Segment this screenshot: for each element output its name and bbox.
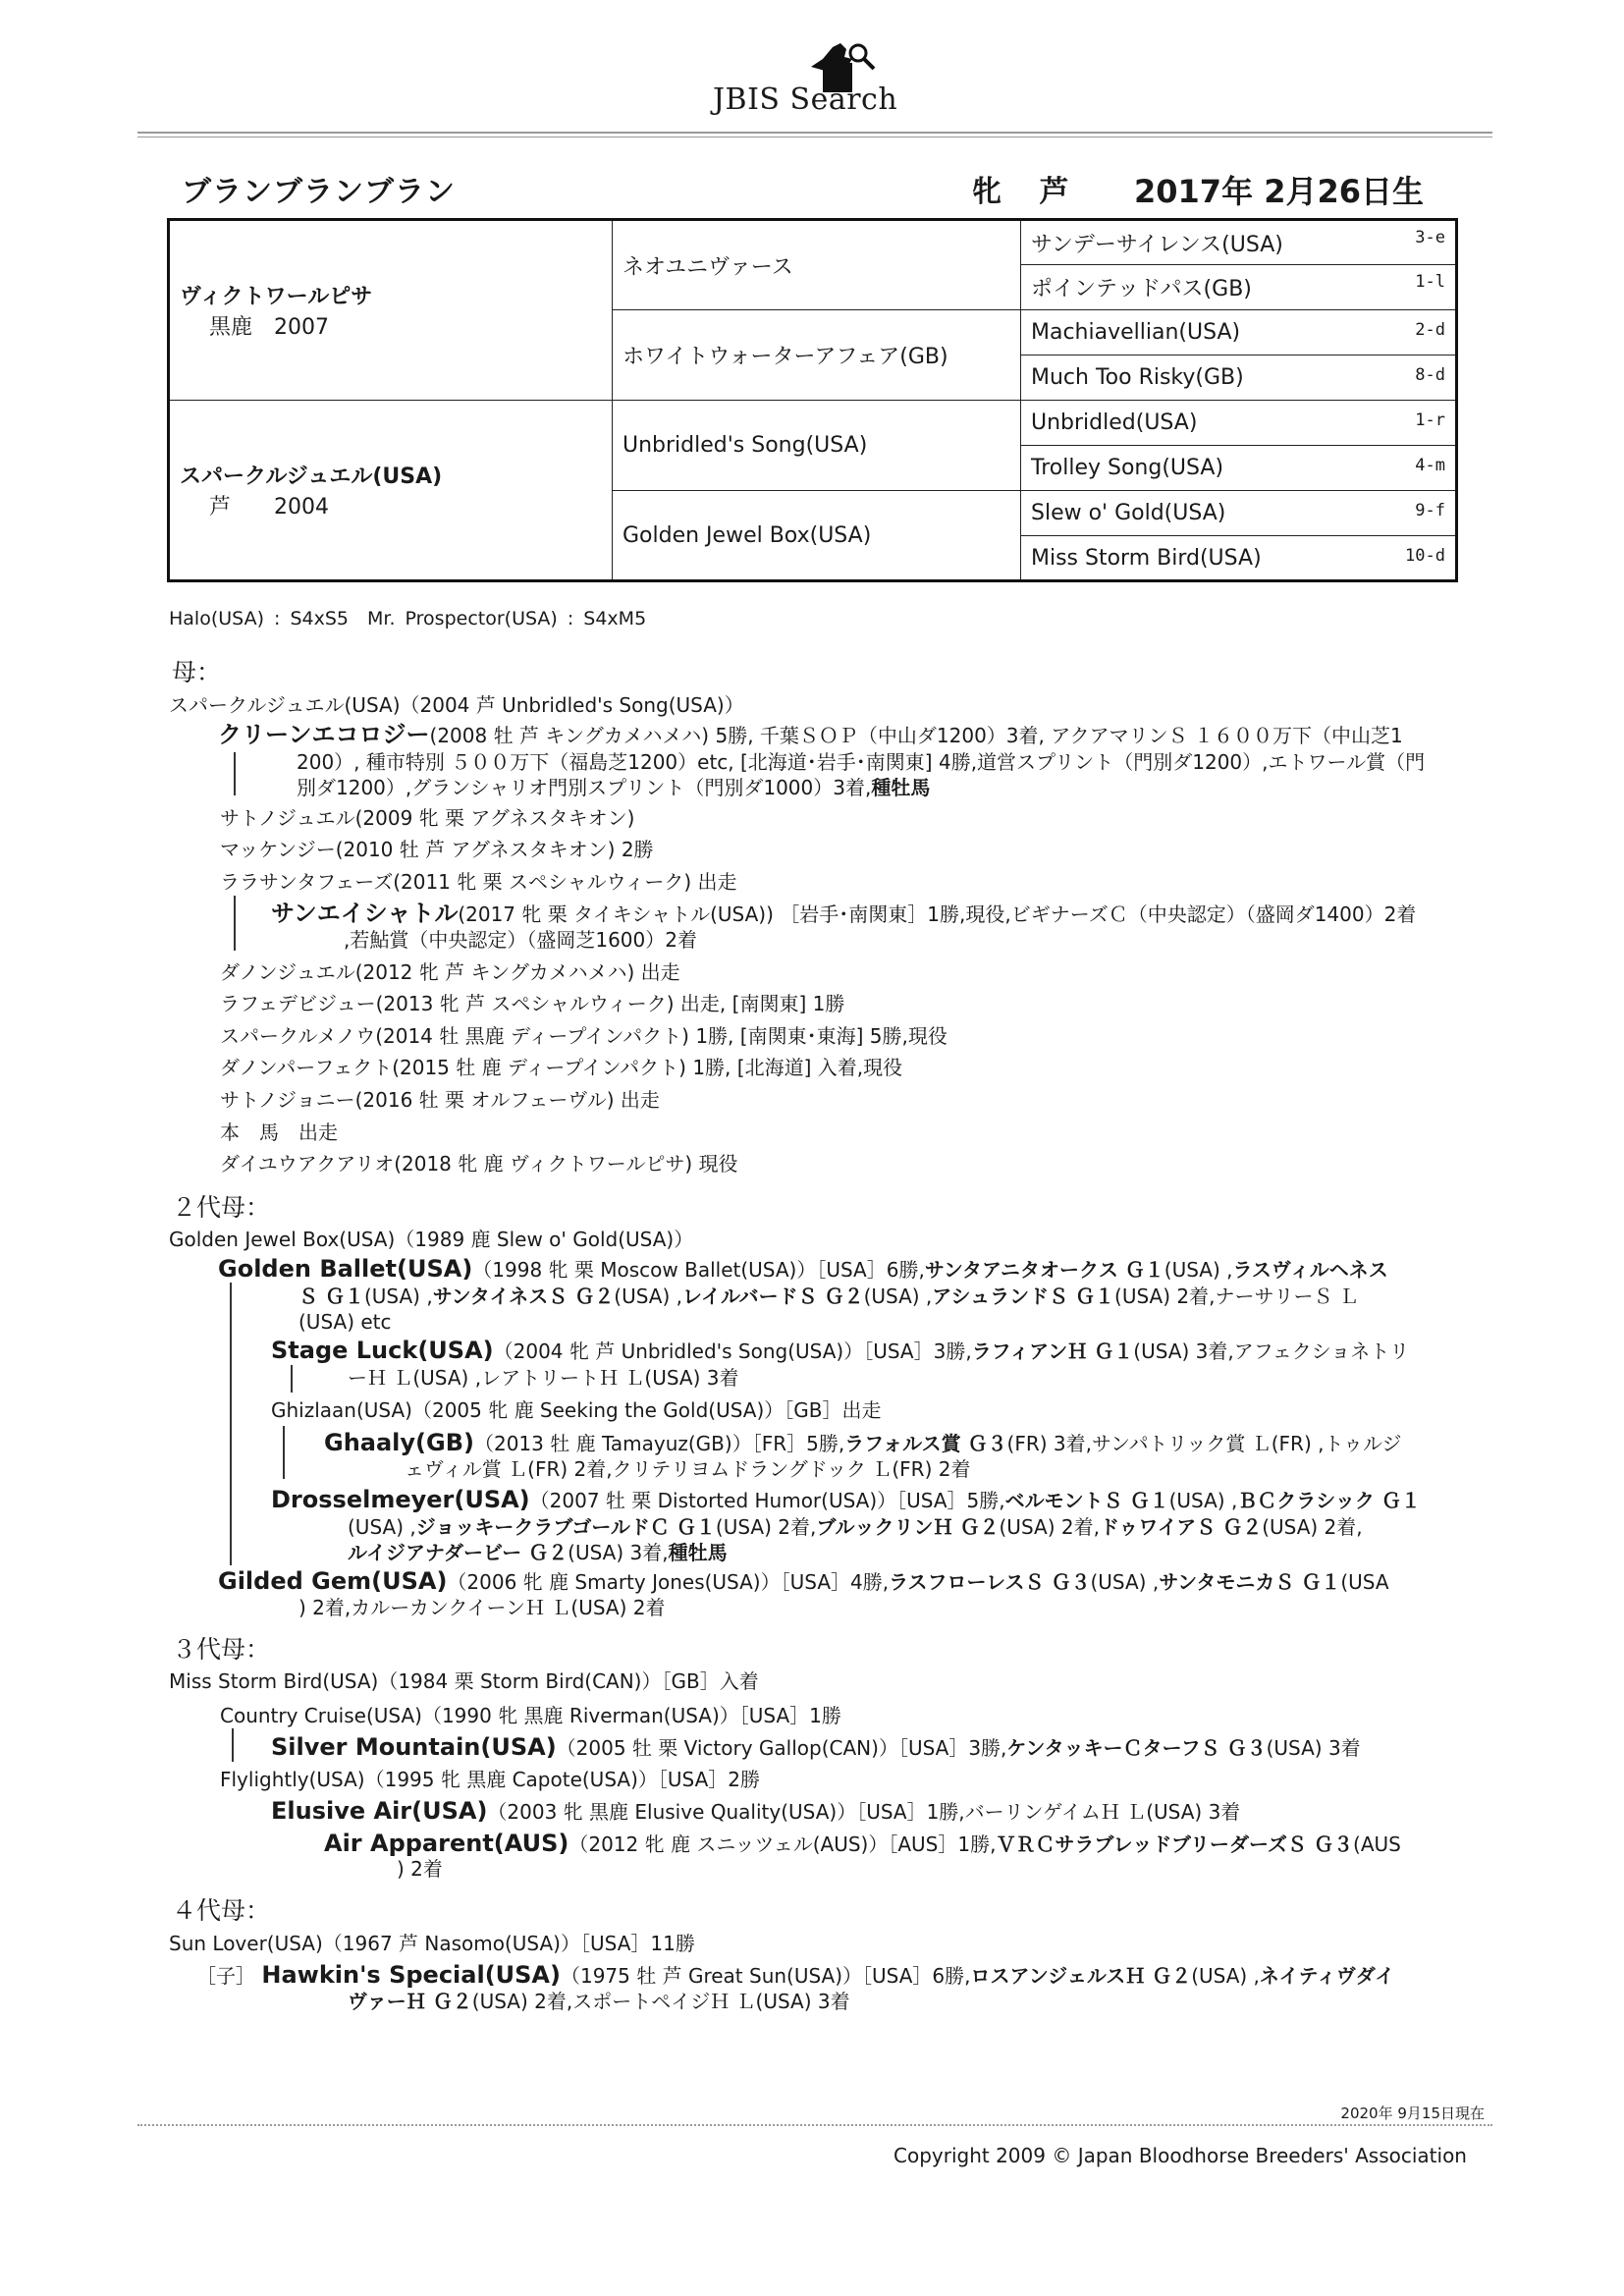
as-of-date: 2020年 9月15日現在 — [1340, 2105, 1485, 2122]
family-entry: ルイジアナダービー Ｇ２(USA) 3着,種牡馬 — [348, 1541, 728, 1564]
sire-info: 黒鹿 2007 — [209, 315, 329, 340]
dam-cell[interactable] — [169, 401, 613, 581]
inbreeding-note: Halo(USA) : S4xS5 Mr. Prospector(USA) : S4xM5 — [169, 608, 647, 629]
family-bracket — [230, 1283, 232, 1565]
family-entry: スパークルメノウ(2014 牡 黒鹿 ディープインパクト) 1勝, [南関東･東海] 5勝,現役 — [220, 1024, 947, 1048]
section-title-2nd-dam: ２代母： — [172, 1193, 271, 1222]
family-entry: Elusive Air(USA)（2003 牝 黒鹿 Elusive Quality(USA)）［USA］1勝,バーリンゲイムＨ Ｌ(USA) 3着 — [271, 1797, 1241, 1825]
family-code: 10-d — [1405, 545, 1445, 566]
jbis-search-logo[interactable] — [707, 37, 962, 128]
family-entry: Drosselmeyer(USA)（2007 牡 栗 Distorted Humor(USA)）［USA］5勝,ベルモントＳ Ｇ１(USA) ,ＢＣクラシック Ｇ１ — [271, 1486, 1421, 1513]
family-entry: Ｓ Ｇ１(USA) ,サンタイネスＳ Ｇ２(USA) ,レイルバードＳ Ｇ２(USA) ,アシュランドＳ Ｇ１(USA) 2着,ナーサリーＳ Ｌ — [298, 1285, 1359, 1308]
family-bracket — [234, 752, 236, 795]
family-entry: Golden Ballet(USA)（1998 牝 栗 Moscow Ballet(USA)）［USA］6勝,サンタアニタオークス Ｇ１(USA) ,ラスヴィルヘネス — [218, 1255, 1388, 1283]
g2-cell[interactable]: Golden Jewel Box(USA) — [613, 491, 1021, 581]
family-entry: Stage Luck(USA)（2004 牝 芦 Unbridled's Song(USA)）［USA］3勝,ラフィアンＨ Ｇ１(USA) 3着,アフェクショネトリ — [271, 1337, 1410, 1364]
horse-name: ブランブランブラン — [182, 175, 456, 209]
family-entry: ヴァーＨ Ｇ２(USA) 2着,スポートペイジＨ Ｌ(USA) 3着 — [348, 1990, 850, 2013]
family-code: 2-d — [1415, 320, 1445, 340]
g4-dam-line: Sun Lover(USA)（1967 芦 Nasomo(USA)）［USA］11勝 — [169, 1932, 695, 1955]
section-title-dam: 母： — [172, 658, 222, 686]
family-entry: 本 馬 出走 — [220, 1121, 338, 1144]
section-title-3rd-dam: ３代母： — [172, 1635, 271, 1664]
family-code: 9-f — [1415, 501, 1445, 520]
section-title-4th-dam: ４代母： — [172, 1896, 271, 1925]
family-entry: ーＨ Ｌ(USA) ,レアトリートＨ Ｌ(USA) 3着 — [348, 1366, 739, 1390]
family-entry: ) 2着 — [397, 1857, 443, 1881]
family-entry: Air Apparent(AUS)（2012 牝 鹿 スニッツェル(AUS)）［AUS］1勝,ＶＲＣサラブレッドブリーダーズＳ Ｇ３(AUS — [324, 1830, 1401, 1857]
dam-name: スパークルジュエル(USA) — [180, 465, 443, 489]
g3-dam-line: Miss Storm Bird(USA)（1984 栗 Storm Bird(CAN)）［GB］入着 — [169, 1669, 759, 1693]
family-entry: ［子］ Hawkin's Special(USA)（1975 牡 芦 Great Sun(USA)）［USA］6勝,ロスアンジェルスＨ Ｇ２(USA) ,ネイティヴダイ — [196, 1961, 1395, 1989]
family-entry: ,若鮎賞（中央認定）（盛岡芝1600）2着 — [344, 928, 697, 952]
g3-cell[interactable]: Slew o' Gold(USA) 9-f — [1021, 491, 1457, 536]
family-entry: ダノンジュエル(2012 牝 芦 キングカメハメハ) 出走 — [220, 960, 680, 984]
family-entry: ララサンタフェーズ(2011 牝 栗 スペシャルウィーク) 出走 — [220, 870, 737, 894]
family-code: 1-r — [1415, 410, 1445, 430]
g2-cell[interactable]: ネオユニヴァース — [613, 220, 1021, 310]
family-code: 8-d — [1415, 365, 1445, 385]
header-rule — [137, 132, 1492, 134]
family-bracket — [232, 1728, 234, 1762]
family-entry: ェヴィル賞 Ｌ(FR) 2着,クリテリヨムドラングドック Ｌ(FR) 2着 — [405, 1457, 971, 1481]
family-entry: (USA) etc — [298, 1310, 392, 1334]
family-entry: Ghizlaan(USA)（2005 牝 鹿 Seeking the Gold(USA)）［GB］出走 — [271, 1398, 882, 1422]
family-entry: (USA) ,ジョッキークラブゴールドＣ Ｇ１(USA) 2着,ブルックリンＨ Ｇ２(USA) 2着,ドゥワイアＳ Ｇ２(USA) 2着, — [348, 1515, 1363, 1539]
g3-cell[interactable]: Much Too Risky(GB) 8-d — [1021, 355, 1457, 401]
pedigree-table — [167, 218, 1458, 582]
family-entry: サトノジョニー(2016 牡 栗 オルフェーヴル) 出走 — [220, 1088, 660, 1112]
family-bracket — [283, 1426, 285, 1479]
g3-cell[interactable]: Miss Storm Bird(USA) 10-d — [1021, 536, 1457, 581]
family-entry: Silver Mountain(USA)（2005 牡 栗 Victory Gallop(CAN)）［USA］3勝,ケンタッキーＣターフＳ Ｇ３(USA) 3着 — [271, 1733, 1361, 1761]
g3-cell[interactable]: Trolley Song(USA) 4-m — [1021, 446, 1457, 491]
family-entry: ラフェデビジュー(2013 牝 芦 スペシャルウィーク) 出走, [南関東] 1勝 — [220, 992, 845, 1015]
g2-cell[interactable]: ホワイトウォーターアフェア(GB) — [613, 310, 1021, 401]
family-entry: Gilded Gem(USA)（2006 牝 鹿 Smarty Jones(USA)）［USA］4勝,ラスフローレスＳ Ｇ３(USA) ,サンタモニカＳ Ｇ１(USA — [218, 1567, 1389, 1595]
logo-text: JBIS Search — [713, 82, 898, 117]
family-entry: マッケンジー(2010 牡 芦 アグネスタキオン) 2勝 — [220, 838, 654, 861]
footer-rule — [137, 2124, 1492, 2126]
family-entry: クリーンエコロジー(2008 牡 芦 キングカメハメハ) 5勝, 千葉ＳＯＰ（中山ダ1200）3着, アクアマリンＳ １６００万下（中山芝1 — [218, 721, 1403, 748]
family-entry: サトノジュエル(2009 牝 栗 アグネスタキオン) — [220, 806, 635, 830]
family-entry: ダイユウアクアリオ(2018 牝 鹿 ヴィクトワールピサ) 現役 — [220, 1152, 738, 1175]
horse-sex-color: 牝 芦 — [972, 175, 1069, 209]
dam-line: スパークルジュエル(USA)（2004 芦 Unbridled's Song(USA)） — [169, 693, 744, 717]
family-bracket — [234, 896, 236, 951]
g3-cell[interactable]: サンデーサイレンス(USA) 3-e — [1021, 220, 1457, 265]
family-entry: Flylightly(USA)（1995 牝 黒鹿 Capote(USA)）［USA］2勝 — [220, 1768, 760, 1791]
family-code: 4-m — [1415, 456, 1445, 475]
family-entry: 別ダ1200）,グランシャリオ門別スプリント（門別ダ1000）3着,種牡馬 — [297, 776, 931, 799]
dam-info: 芦 2004 — [209, 495, 329, 519]
horse-birth-date: 2017年 2月26日生 — [1134, 173, 1425, 210]
sire-name: ヴィクトワールピサ — [180, 285, 373, 309]
family-entry: ダノンパーフェクト(2015 牡 鹿 ディープインパクト) 1勝, [北海道] 入着,現役 — [220, 1056, 903, 1079]
g3-cell[interactable]: Unbridled(USA) 1-r — [1021, 401, 1457, 446]
family-code: 1-l — [1415, 272, 1445, 292]
g2-dam-line: Golden Jewel Box(USA)（1989 鹿 Slew o' Gold(USA)） — [169, 1228, 694, 1251]
family-entry: サンエイシャトル(2017 牝 栗 タイキシャトル(USA)) ［岩手･南関東］1勝,現役,ビギナーズＣ（中央認定）（盛岡ダ1400）2着 — [271, 900, 1417, 927]
family-bracket — [291, 1365, 293, 1393]
g3-cell[interactable]: Machiavellian(USA) 2-d — [1021, 310, 1457, 355]
family-entry: 200）, 種市特別 ５００万下（福島芝1200）etc, [北海道･岩手･南関東] 4勝,道営スプリント（門別ダ1200）,エトワール賞（門 — [297, 750, 1426, 774]
sire-cell[interactable] — [169, 220, 613, 401]
g2-cell[interactable]: Unbridled's Song(USA) — [613, 401, 1021, 491]
family-entry: Country Cruise(USA)（1990 牝 黒鹿 Riverman(USA)）［USA］1勝 — [220, 1704, 841, 1727]
family-entry: ) 2着,カルーカンクイーンＨ Ｌ(USA) 2着 — [298, 1596, 666, 1619]
family-entry: Ghaaly(GB)（2013 牡 鹿 Tamayuz(GB)）［FR］5勝,ラフォルス賞 Ｇ３(FR) 3着,サンパトリック賞 Ｌ(FR) ,トゥルジ — [324, 1429, 1402, 1456]
copyright: Copyright 2009 © Japan Bloodhorse Breeders' Association — [893, 2144, 1467, 2167]
g3-cell[interactable]: ポインテッドパス(GB) 1-l — [1021, 265, 1457, 310]
family-code: 3-e — [1415, 227, 1445, 247]
